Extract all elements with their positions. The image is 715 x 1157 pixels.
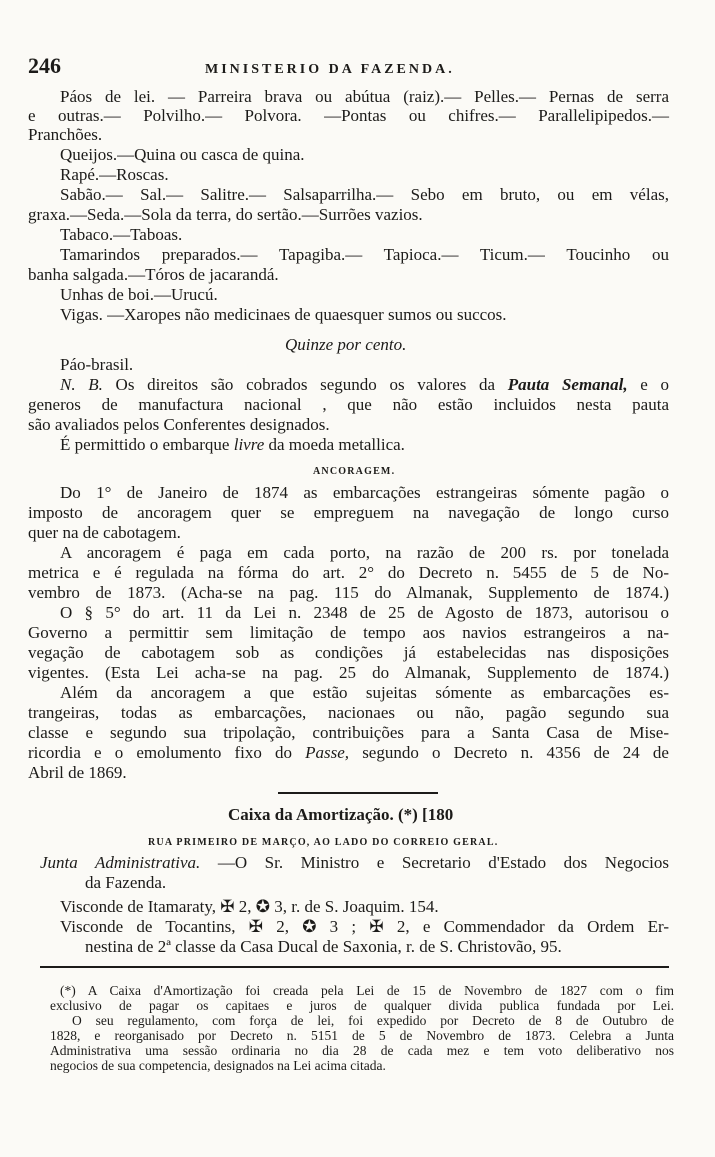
ancoragem-line: Governo a permittir sem limitação de tempo aos navios estrangeiros a na- xyxy=(28,623,669,642)
page-number: 246 xyxy=(28,53,61,78)
footnote-line: 1828, e reorganisado por Decreto n. 5151 de 5 de Novembro de 1873. Celebra a Junta xyxy=(50,1028,674,1043)
body-line: graxa.—Seda.—Sola da terra, do sertão.—Surrões vazios. xyxy=(28,205,423,224)
junta-line xyxy=(40,853,669,872)
ancoragem-line: classe e segundo sua tripolação, contribuições para a Santa Casa de Mise- xyxy=(28,723,669,742)
body-line: Páos de lei. — Parreira brava ou abútua (raiz).— Pelles.— Pernas de serra xyxy=(60,87,669,106)
footnote-rule xyxy=(40,966,669,968)
ancoragem-line: imposto de ancoragem quer se empreguem na navegação de longo curso xyxy=(28,503,669,522)
footnote-line: O seu regulamento, com força de lei, foi expedido por Decreto de 8 de Outubro de xyxy=(72,1013,674,1028)
ancoragem-line xyxy=(28,743,669,762)
body-line: Rapé.—Roscas. xyxy=(60,165,169,184)
nb-text: da moeda metallica. xyxy=(264,435,405,454)
member-line: Visconde de Tocantins, ✠ 2, ✪ 3 ; ✠ 2, e Commendador da Ordem Er- xyxy=(60,917,669,936)
body-line: Vigas. —Xaropes não medicinaes de quaesquer sumos ou succos. xyxy=(60,305,507,324)
member-line: Visconde de Itamaraty, ✠ 2, ✪ 3, r. de S. Joaquim. 154. xyxy=(60,897,439,916)
running-title: MINISTERIO DA FAZENDA. xyxy=(205,62,455,77)
junta-text: —O Sr. Ministro e Secretario d'Estado dos Negocios xyxy=(200,853,670,872)
ancoragem-line: Além da ancoragem a que estão sujeitas sómente as embarcações es- xyxy=(60,683,669,702)
nb-lead: N. B. xyxy=(60,375,103,394)
ancoragem-line: trangeiras, todas as embarcações, nacionaes ou não, pagão segundo sua xyxy=(28,703,669,722)
section-heading-ancoragem: ANCORAGEM. xyxy=(313,466,396,477)
section-heading-caixa: Caixa da Amortização. (*) [180 xyxy=(228,805,454,824)
passe-word: Passe, xyxy=(305,743,350,762)
footnote-line: exclusivo de pagar os capitaes e juros de qualquer divida publica fundada por Lei. xyxy=(50,998,674,1013)
quinze-item: Páo-brasil. xyxy=(60,355,134,374)
footnote-line: negocios de sua competencia, designados na Lei acima citada. xyxy=(50,1058,386,1073)
ancoragem-text: ricordia e o emolumento fixo do xyxy=(28,743,306,762)
livre-word: livre xyxy=(233,435,265,454)
body-line: e outras.— Polvilho.— Polvora. —Pontas ou chifres.— Parallelipipedos.— xyxy=(28,106,669,125)
body-line: banha salgada.—Tóros de jacarandá. xyxy=(28,265,279,284)
body-line: Pranchões. xyxy=(28,125,103,144)
ancoragem-line: O § 5° do art. 11 da Lei n. 2348 de 25 de Agosto de 1873, autorisou o xyxy=(60,603,669,622)
caixa-address: RUA PRIMEIRO DE MARÇO, AO LADO DO CORREIO GERAL. xyxy=(148,837,499,848)
ancoragem-line: vembro de 1873. (Acha-se na pag. 115 do Almanak, Supplemento de 1874.) xyxy=(28,583,669,602)
ancoragem-line: vigentes. (Esta Lei acha-se na pag. 25 do Almanak, Supplemento de 1874.) xyxy=(28,663,669,682)
body-line: Tamarindos preparados.— Tapagiba.— Tapioca.— Ticum.— Toucinho ou xyxy=(60,245,669,264)
body-line: Unhas de boi.—Urucú. xyxy=(60,285,218,304)
body-line: Tabaco.—Taboas. xyxy=(60,225,183,244)
section-heading-quinze: Quinze por cento. xyxy=(285,335,407,354)
nb-line: são avaliados pelos Conferentes designados. xyxy=(28,415,330,434)
member-line: nestina de 2ª classe da Casa Ducal de Saxonia, r. de S. Christovão, 95. xyxy=(85,937,562,956)
ancoragem-line: metrica e é regulada na fórma do art. 2° do Decreto n. 5455 de 5 de No- xyxy=(28,563,669,582)
nb-text: Os direitos são cobrados segundo os valores da xyxy=(102,375,508,394)
pauta-semanal: Pauta Semanal, xyxy=(507,375,628,394)
nb-text: É permittido o embarque xyxy=(60,435,234,454)
junta-line: da Fazenda. xyxy=(85,873,167,892)
ancoragem-line: Abril de 1869. xyxy=(28,763,127,782)
ancoragem-line: vegação de cabotagem sob as condições já estabelecidas nas disposições xyxy=(28,643,669,662)
ancoragem-line: A ancoragem é paga em cada porto, na razão de 200 rs. por tonelada xyxy=(60,543,669,562)
ancoragem-line: Do 1° de Janeiro de 1874 as embarcações estrangeiras sómente pagão o xyxy=(60,483,669,502)
junta-label: Junta Administrativa. xyxy=(40,853,201,872)
nb-line xyxy=(60,375,669,394)
body-line: Sabão.— Sal.— Salitre.— Salsaparrilha.— Sebo em bruto, ou em vélas, xyxy=(60,185,669,204)
body-line: Queijos.—Quina ou casca de quina. xyxy=(60,145,305,164)
ancoragem-text: segundo o Decreto n. 4356 de 24 de xyxy=(349,743,669,762)
nb-line xyxy=(60,435,405,454)
footnote-line: (*) A Caixa d'Amortização foi creada pela Lei de 15 de Novembro de 1827 com o fim xyxy=(60,983,674,998)
section-divider xyxy=(278,792,438,794)
nb-line: generos de manufactura nacional , que não estão incluidos nesta pauta xyxy=(28,395,669,414)
ancoragem-line: quer na de cabotagem. xyxy=(28,523,181,542)
nb-text: e o xyxy=(627,375,670,394)
footnote-line: Administrativa uma sessão ordinaria no dia 28 de cada mez e tem voto deliberativo nos xyxy=(50,1043,674,1058)
